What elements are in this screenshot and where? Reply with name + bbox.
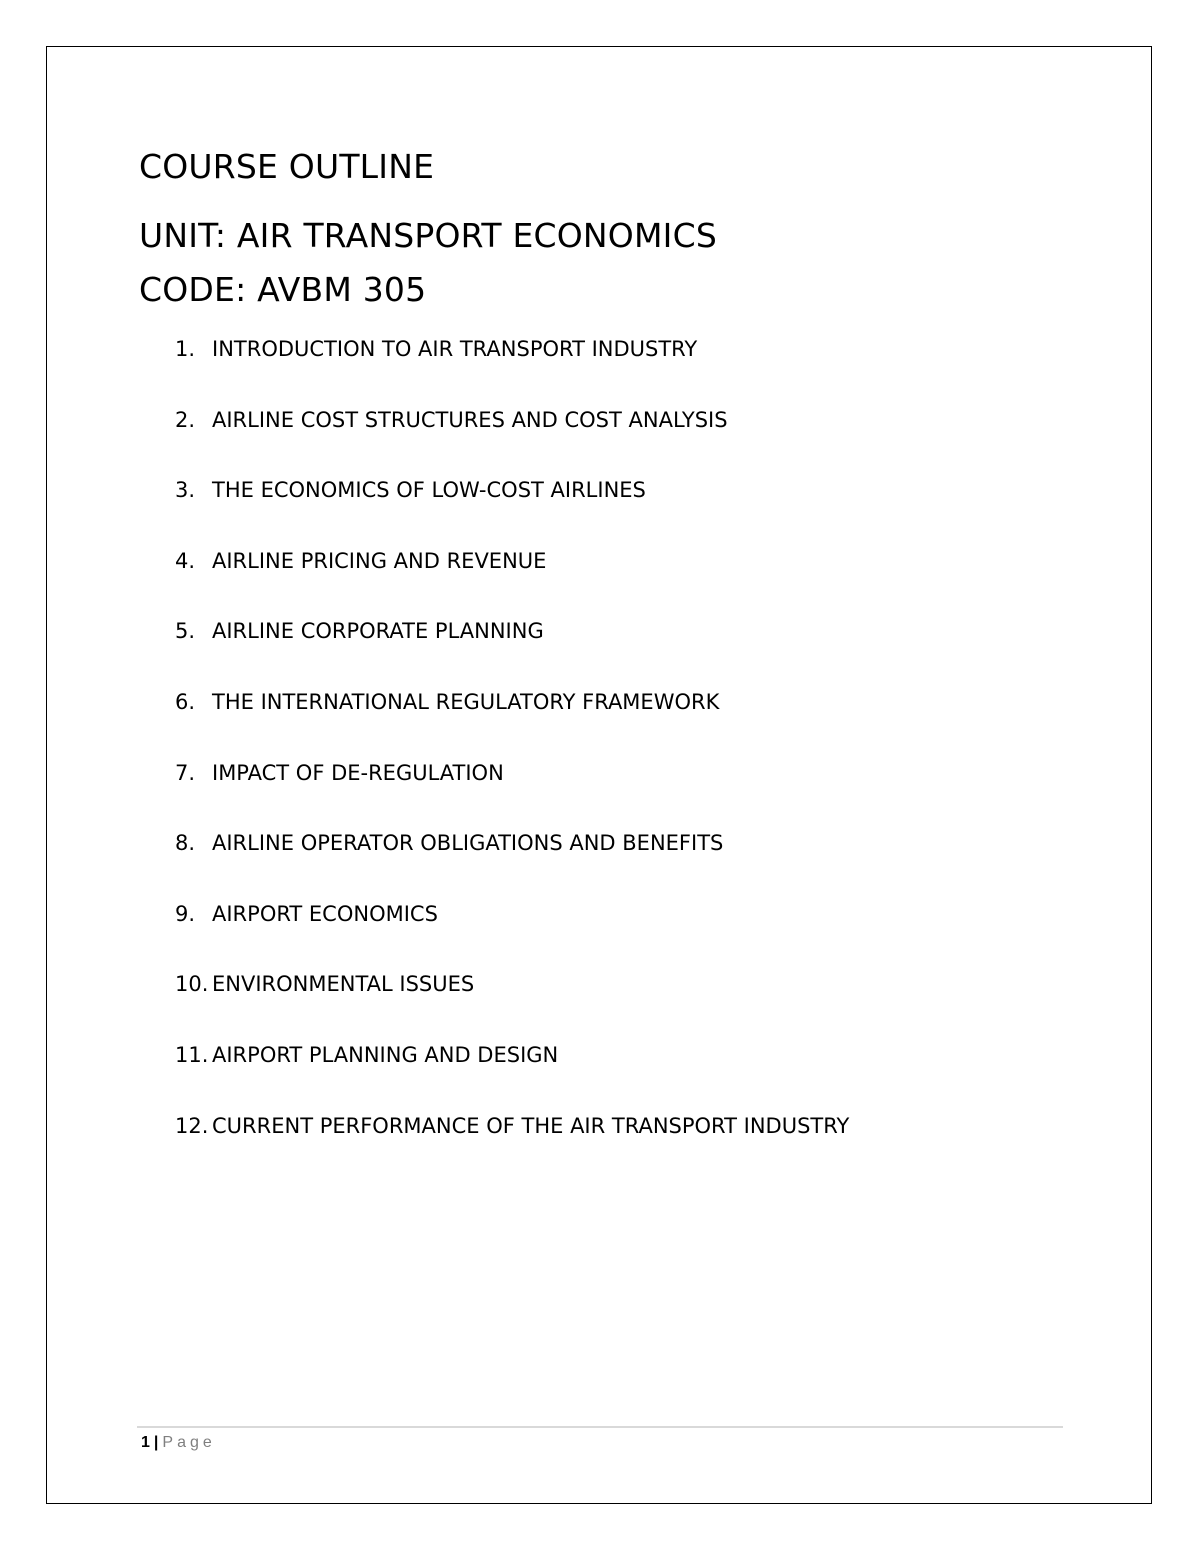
item-text: AIRLINE CORPORATE PLANNING [212,619,544,644]
list-item [175,477,849,548]
item-text: IMPACT OF DE-REGULATION [212,760,504,785]
list-item [175,830,849,901]
item-text: CURRENT PERFORMANCE OF THE AIR TRANSPORT INDUSTRY [212,1113,850,1138]
item-number: 2. [175,407,196,432]
item-number: 8. [175,831,196,856]
page-number: 1 [141,1434,150,1451]
footer-divider [137,1426,1063,1428]
page-footer [141,1433,216,1453]
item-number: 4. [175,548,196,573]
list-item [175,1042,849,1113]
item-number: 3. [175,478,196,503]
item-text: AIRPORT PLANNING AND DESIGN [212,1042,559,1067]
item-text: AIRPORT ECONOMICS [212,901,438,926]
list-item [175,336,849,407]
list-item [175,1113,849,1184]
list-item [175,407,849,478]
list-item [175,760,849,831]
page-label: Page [162,1434,216,1451]
item-text: AIRLINE OPERATOR OBLIGATIONS AND BENEFITS [212,831,724,856]
item-number: 11. [175,1042,209,1067]
list-item [175,901,849,972]
item-text: AIRLINE COST STRUCTURES AND COST ANALYSIS [212,407,728,432]
item-text: AIRLINE PRICING AND REVENUE [212,548,547,573]
item-text: ENVIRONMENTAL ISSUES [212,972,475,997]
item-text: THE ECONOMICS OF LOW-COST AIRLINES [212,478,646,503]
course-outline-list [175,336,849,1183]
list-item [175,618,849,689]
item-number: 12. [175,1113,209,1138]
item-number: 5. [175,619,196,644]
item-text: INTRODUCTION TO AIR TRANSPORT INDUSTRY [212,337,698,361]
list-item [175,548,849,619]
unit-line: UNIT: AIR TRANSPORT ECONOMICS [139,216,717,255]
item-number: 10. [175,972,209,997]
code-line: CODE: AVBM 305 [139,270,427,309]
page-separator: | [153,1434,159,1451]
item-number: 9. [175,901,196,926]
item-number: 1. [175,337,196,361]
list-item [175,971,849,1042]
document-title: COURSE OUTLINE [139,147,435,186]
list-item [175,689,849,760]
item-number: 7. [175,760,196,785]
item-number: 6. [175,689,196,714]
item-text: THE INTERNATIONAL REGULATORY FRAMEWORK [212,689,720,714]
